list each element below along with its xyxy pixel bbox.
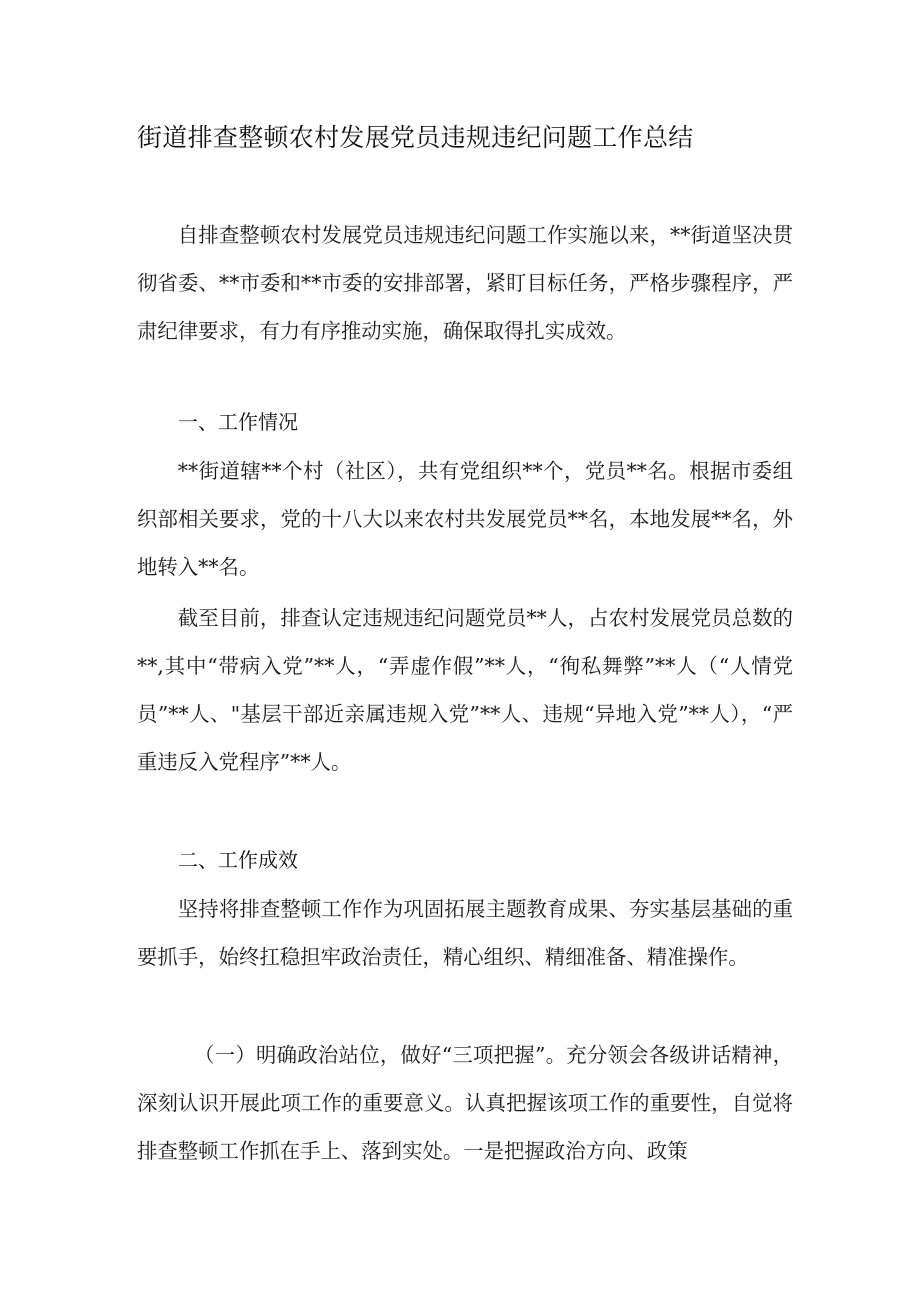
intro-paragraph: 自排查整顿农村发展党员违规违纪问题工作实施以来，**街道坚决贯彻省委、**市委和**市委的安排部署，紧盯目标任务，严格步骤程序，严肃纪律要求，有力有序推动实施，确保取得扎实成效。 xyxy=(137,223,793,343)
section-1-heading: 一、工作情况 xyxy=(178,410,298,434)
section-2-paragraph-1: 坚持将排查整顿工作作为巩固拓展主题教育成果、夯实基层基础的重要抓手，始终扛稳担牢政治责任，精心组织、精细准备、精准操作。 xyxy=(137,897,793,969)
section-2-paragraph-2: （一）明确政治站位，做好“三项把握”。充分领会各级讲话精神，深刻认识开展此项工作的重要意义。认真把握该项工作的重要性，自觉将排查整顿工作抓在手上、落到实处。一是把握政治方向、政策 xyxy=(137,1043,793,1163)
section-1-paragraph-2: 截至目前，排查认定违规违纪问题党员**人，占农村发展党员总数的**,其中“带病入党”**人，“弄虚作假”**人，“徇私舞弊”**人（“人情党员”**人、"基层干部近亲属违规入党”**人、违规“异地入党”**人），“严重违反入党程序”**人。 xyxy=(137,606,793,774)
section-2-heading: 二、工作成效 xyxy=(178,848,298,872)
document-title: 街道排查整顿农村发展党员违规违纪问题工作总结 xyxy=(137,123,694,152)
section-1-paragraph-1: **街道辖**个村（社区），共有党组织**个，党员**名。根据市委组织部相关要求，党的十八大以来农村共发展党员**名，本地发展**名，外地转入**名。 xyxy=(137,459,793,579)
